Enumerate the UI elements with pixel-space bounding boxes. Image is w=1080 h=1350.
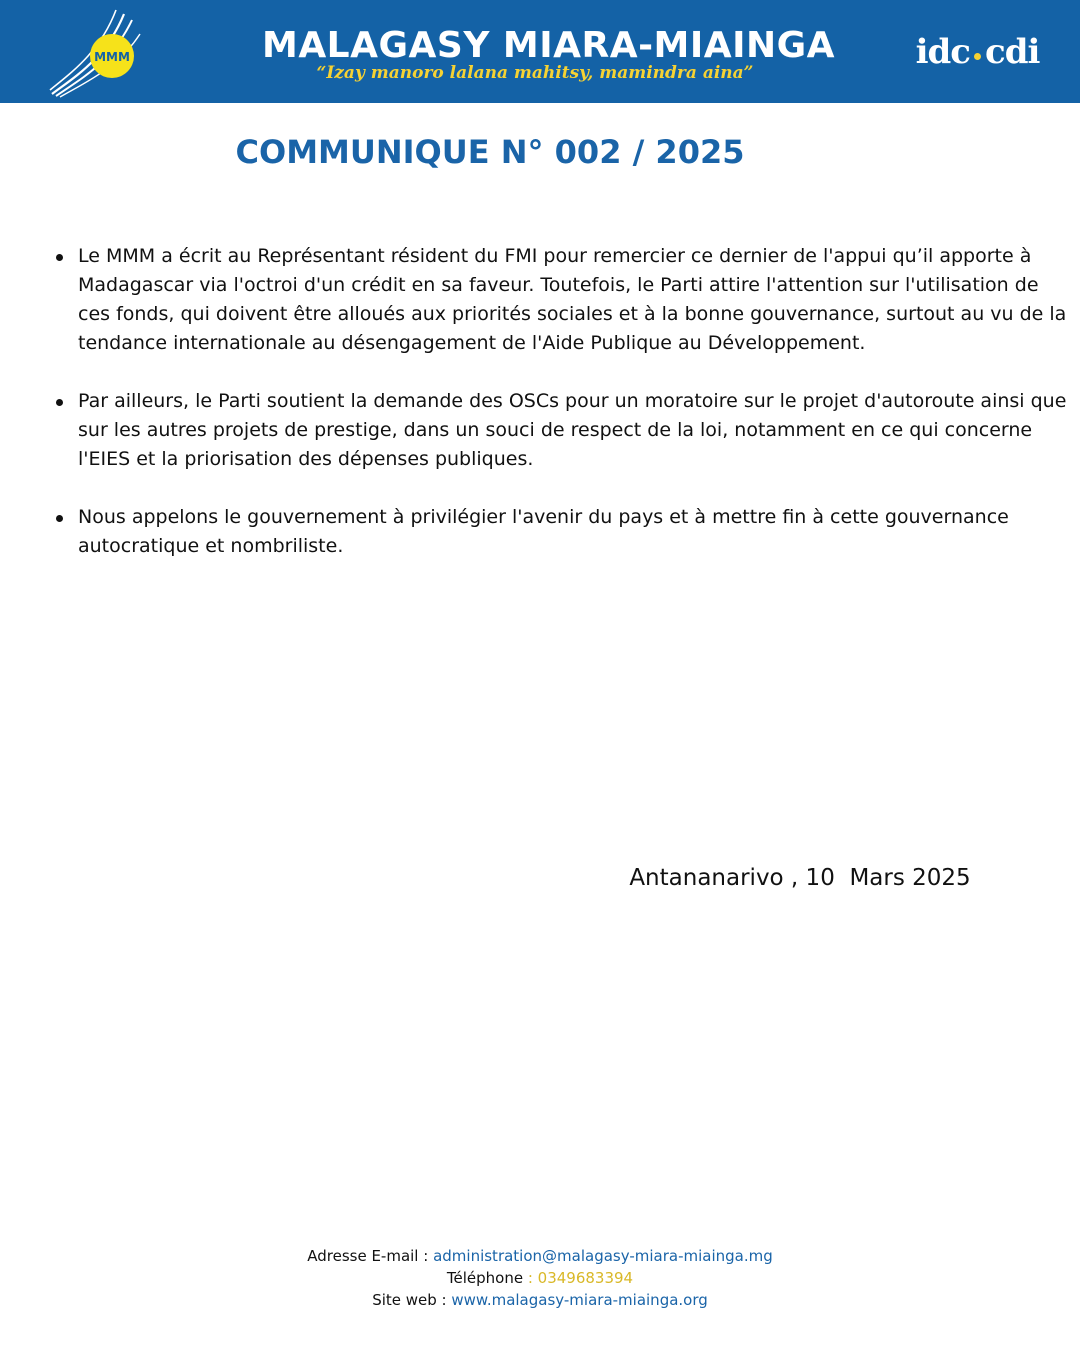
mmm-logo-graphic [46,6,146,98]
logo-text: MMM [94,50,130,64]
communique-title: COMMUNIQUE N° 002 / 2025 [235,133,745,171]
email-line [0,1245,1080,1267]
bullet-item-3: Nous appelons le gouvernement à privilégier l'avenir du pays et à mettre fin à cette gouvernance autocratique et nombriliste. [52,503,1072,561]
phone-number: : 0349683394 [527,1269,634,1287]
mmm-logo [46,6,146,98]
email-label: Adresse E-mail : [307,1247,434,1265]
footer-contact [0,1245,1080,1311]
bullet-item-2: Par ailleurs, le Parti soutient la demande des OSCs pour un moratoire sur le projet d'autoroute ainsi que sur les autres projets de prestige, dans un souci de respect de la loi, notamment en ce qui concerne l'EIES et la priorisation des dépenses publiques. [52,387,1072,474]
website-link[interactable]: www.malagasy-miara-miainga.org [451,1291,708,1309]
partner-right-text: cdi [985,32,1040,72]
partner-dot-icon [974,53,981,60]
idc-cdi-logo [905,30,1050,74]
website-line [0,1289,1080,1311]
phone-label: Téléphone [446,1269,528,1287]
phone-line [0,1267,1080,1289]
bullet-item-1: Le MMM a écrit au Représentant résident du FMI pour remercier ce dernier de l'appui qu’il apporte à Madagascar via l'octroi d'un crédit en sa faveur. Toutefois, le Parti attire l'attention sur l'utilisation de ces fonds, qui doivent être alloués aux priorités sociales et à la bonne gouvernance, surtout au vu de la tendance internationale au désengagement de l'Aide Publique au Développement. [52,242,1072,358]
partner-left-text: idc [915,32,970,72]
header-band [0,0,1080,103]
email-link[interactable]: administration@malagasy-miara-miainga.mg [433,1247,773,1265]
place-date: Antananarivo , 10 Mars 2025 [629,865,971,891]
communique-bullet-list [52,242,1072,590]
website-label: Site web : [372,1291,452,1309]
brand-title: MALAGASY MIARA-MIAINGA [262,25,836,66]
brand-slogan: “Izay manoro lalana mahitsy, mamindra aina” [316,63,754,83]
